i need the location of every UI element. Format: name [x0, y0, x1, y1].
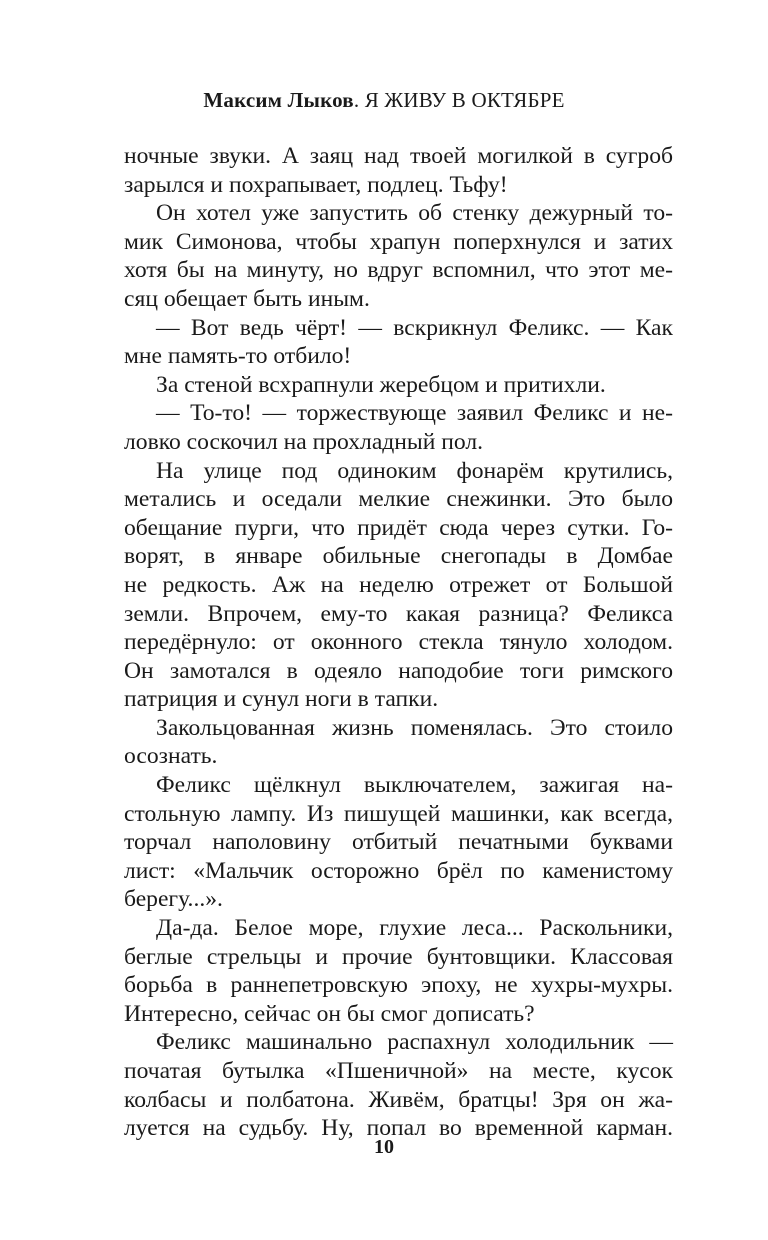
- text-line: осознать.: [124, 743, 218, 770]
- text-line: сяц обещает быть иным.: [124, 285, 370, 312]
- text-line: мик Симонова, чтобы храпун поперхнулся и затих: [124, 228, 673, 255]
- text-line: ловко соскочил на прохладный пол.: [124, 428, 484, 455]
- text-line: мне память-то отбило!: [124, 343, 352, 370]
- text-line: берегу...».: [124, 886, 223, 913]
- text-line: Он замотался в одеяло наподобие тоги римского: [124, 657, 673, 684]
- text-line: метались и оседали мелкие снежинки. Это было: [124, 486, 673, 513]
- text-line: торчал наполовину отбитый печатными буквами: [124, 829, 673, 856]
- text-line: початая бутылка «Пшеничной» на месте, кусок: [124, 1058, 673, 1084]
- text-line: Феликс щёлкнул выключателем, зажигая на-: [156, 772, 673, 799]
- text-line: — То-то! — торжествующе заявил Феликс и не-: [156, 400, 673, 427]
- text-line: Закольцованная жизнь поменялась. Это стоило: [156, 714, 673, 741]
- text-line: — Вот ведь чёрт! — вскрикнул Феликс. — Как: [156, 314, 673, 341]
- text-line: борьба в раннепетровскую эпоху, не хухры-мухры.: [124, 972, 673, 999]
- text-line: Интересно, сейчас он бы смог дописать?: [124, 1000, 535, 1027]
- text-line: лист: «Мальчик осторожно брёл по каменистому: [124, 857, 673, 884]
- text-line: На улице под одиноким фонарём крутились,: [156, 457, 673, 484]
- text-line: колбасы и полбатона. Живём, братцы! Зря он жа-: [124, 1086, 673, 1113]
- book-title: Я ЖИВУ В ОКТЯБРЕ: [364, 88, 565, 112]
- text-line: не редкость. Аж на неделю отрежет от Большой: [124, 571, 673, 598]
- text-line: зарылся и похрапывает, подлец. Тьфу!: [124, 171, 508, 198]
- page-number: 10: [374, 1136, 394, 1158]
- text-line: луется на судьбу. Ну, попал во временной карман.: [124, 1115, 673, 1142]
- text-line: беглые стрельцы и прочие бунтовщики. Классовая: [124, 943, 673, 970]
- text-line: земли. Впрочем, ему-то какая разница? Феликса: [124, 600, 673, 627]
- text-line: хотя бы на минуту, но вдруг вспомнил, что этот ме-: [124, 257, 673, 284]
- author-name: Максим Лыков: [203, 88, 354, 112]
- text-line: стольную лампу. Из пишущей машинки, как всегда,: [124, 800, 673, 827]
- text-line: передёрнуло: от оконного стекла тянуло холодом.: [124, 629, 673, 656]
- text-line: За стеной всхрапнули жеребцом и притихли.: [156, 371, 606, 398]
- text-line: патриция и сунул ноги в тапки.: [124, 686, 439, 713]
- text-line: Да-да. Белое море, глухие леса... Раскольники,: [156, 915, 673, 942]
- text-line: Феликс машинально распахнул холодильник —: [156, 1029, 673, 1056]
- text-line: ворят, в январе обильные снегопады в Домбае: [124, 543, 673, 570]
- running-head: [0, 86, 768, 114]
- text-line: ночные звуки. А заяц над твоей могилкой в сугроб: [124, 143, 673, 169]
- body-text: [124, 142, 673, 1143]
- header-separator: .: [353, 88, 365, 112]
- text-line: Он хотел уже запустить об стенку дежурный то-: [156, 200, 673, 227]
- text-line: обещание пурги, что придёт сюда через сутки. Го-: [124, 514, 673, 541]
